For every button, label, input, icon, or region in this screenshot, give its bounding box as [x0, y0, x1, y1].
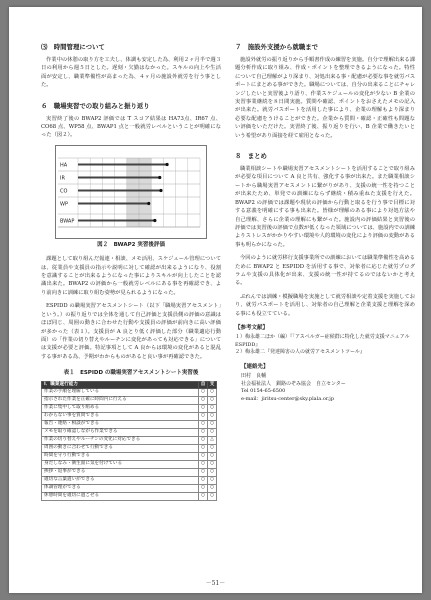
- table-cell-self: ○: [199, 413, 208, 421]
- table-cell-staff: ○: [208, 397, 217, 405]
- category-label: WP: [60, 201, 68, 208]
- table-caption: 表１ ESPIDD の職場実習アセスメントシート実習後: [63, 370, 199, 377]
- figure-caption: 図２ BWAP2 実習後評価: [97, 241, 165, 248]
- table-row: [42, 421, 217, 429]
- table-cell-staff: ○: [208, 429, 217, 437]
- table-cell-staff: ○: [208, 389, 217, 397]
- table-row: [42, 437, 217, 445]
- table-col-self: 自: [199, 381, 208, 389]
- right-column: [235, 43, 415, 403]
- table-cell-staff: △: [208, 437, 217, 445]
- value-point: [153, 219, 156, 222]
- section-8-paragraph-1: 職業相談シートや職場実習アセスメントシートを活用することで取り組みが必要な項目について A 良と共有、強化する事が出来た。また職業相談シートから職場実習アセスメントに繋がりがあり、支援の統一性を持つことが出来たため、単発での訓練にならず継続・積み重ねた支援を行えた。BWAP2 の評価では課題や現状の評価から行動と取るを行う事で目標に対する意義を明確にする事も出来た。皆様が理解のある事により対処方法や自己理解、さらに企業の理解にも繋がった。施設内の評価結果と実習後の評価では実習後の評価で点数が低くなった領域については、施設内での訓練よりストレスがかかりやすい環境や人的環境の変化により評価の変動がある事も明らかになった。: [235, 166, 415, 248]
- section-8-paragraph-3: ぷれんでは訓練・模擬職場を実施として就労相談や定着支援を実施しており、就労パスポートを活用し、対象者の自己理解と企業支援と理解を深める事にも役立てている。: [235, 293, 415, 317]
- table-cell-self: ○: [199, 421, 208, 429]
- reference-item: ２）梅永雄二『発達障害の人の就労アセスメントツール』: [235, 349, 365, 356]
- table-cell-self: ○: [199, 461, 208, 469]
- table-cell-staff: ○: [208, 453, 217, 461]
- table-row: [42, 461, 217, 469]
- references-title: 【参考文献】: [235, 324, 269, 331]
- table-cell-item: 作業に集中して取り組める: [42, 405, 199, 413]
- contact-title: 【連絡先】: [241, 363, 269, 370]
- category-label: HA: [60, 162, 68, 169]
- table-cell-staff: ○: [208, 477, 217, 485]
- table-cell-staff: ○: [208, 405, 217, 413]
- value-point: [158, 176, 161, 179]
- table-cell-item: 周囲の動きに合わせて行動できる: [42, 445, 199, 453]
- section-8-paragraph-2: 今回のように就労移行支援事業所での訓練においては職業準備性を高めるために BWAP2 と ESPIDD を活用する事で、対象者に応じた就労プログラムや支援の具体化が出来、支援の統一性が持てるのではないかと考える。: [235, 255, 415, 287]
- table-cell-self: ○: [199, 485, 208, 493]
- table-cell-staff: ○: [208, 413, 217, 421]
- table-cell-item: 作業の手順を理解している: [42, 389, 199, 397]
- table-cell-item: 適切な言葉遣いができる: [42, 477, 199, 485]
- references: [235, 324, 415, 357]
- section-6-paragraph-1: 実習終了後の BWAP2 評価では T スコア結果は HA73点、IR67 点、CO68 点、WP58 点、BWAP1 点と一般就労レベルということが明確になった（図２）。: [41, 115, 221, 139]
- contact-info: [241, 363, 415, 403]
- section-3-paragraph: 作業中の休憩の取り方を工夫し、体調も安定した為、利用２ヶ月半で週３日の利用から週５日とした。遅刻・欠勤はなかった。スキルの向上や生活面が安定し、職業準備性が高まった為、４ヶ月の施設外就労を行う事とした。: [41, 57, 221, 89]
- contact-phone: Tel 0154-65-6500: [241, 388, 286, 395]
- value-bar: [78, 176, 160, 178]
- table-cell-self: ○: [199, 493, 208, 501]
- contact-name: 田村 良輔: [241, 373, 267, 380]
- table-cell-self: ○: [199, 389, 208, 397]
- table-cell-self: ○: [199, 437, 208, 445]
- table-cell-staff: ○: [208, 461, 217, 469]
- section-6-paragraph-3: ESPIDD の職場実習アセスメントシート（以下「職場実習アセスメント」という。）の振り返りでは全体を通して自己評価と支援員側の評価の意識はほぼ同じ、周囲の動きに合わせた行動や支援員の評価が前向きに高い評価が多かった（表１）。支援員が A 良とり低く評価した部分（職業適応行動面）の「作業の切り替えやルーチンに変化があっても対応できる」については支援が必要と評価。特記事項として A 良からは環境の変化があると混乱する事がある為、予期がわからものがあると良い事が再確認できた。: [41, 303, 221, 360]
- table-cell-self: ○: [199, 405, 208, 413]
- contact-organization: 社会福祉法人 釧路のぞみ協会 自立センター: [241, 380, 346, 387]
- value-bar: [78, 163, 167, 165]
- category-label: BWAP: [60, 218, 75, 225]
- table-cell-item: 挨拶・返事ができる: [42, 469, 199, 477]
- value-point: [165, 163, 168, 166]
- table-row: [42, 493, 217, 501]
- table-row: [42, 413, 217, 421]
- table-cell-item: 指示された作業を正確に時間内に行える: [42, 397, 199, 405]
- table-row: [42, 485, 217, 493]
- table-col-staff: 支: [208, 381, 217, 389]
- table-cell-item: 休憩時間を適切に過ごせる: [42, 493, 199, 501]
- table-cell-self: ○: [199, 453, 208, 461]
- table-row: [42, 469, 217, 477]
- table-cell-staff: ○: [208, 469, 217, 477]
- assessment-table: [41, 381, 217, 502]
- table-header-row: [42, 381, 217, 389]
- table-cell-self: ○: [199, 469, 208, 477]
- table-cell-self: ○: [199, 429, 208, 437]
- table-cell-item: 身だしなみ・衛生面に気を付けている: [42, 461, 199, 469]
- table-cell-item: 作業の切り替えやルーチンの変化に対応できる: [42, 437, 199, 445]
- table-cell-item: わからない事を質問できる: [42, 413, 199, 421]
- table-cell-item: 体調管理ができる: [42, 485, 199, 493]
- value-point: [147, 202, 150, 205]
- table-cell-self: ○: [199, 397, 208, 405]
- table-row: [42, 429, 217, 437]
- page-number: －51－: [205, 580, 226, 587]
- table-cell-staff: ○: [208, 421, 217, 429]
- category-label: IR: [60, 175, 65, 182]
- section-8-title: ８ まとめ: [235, 152, 267, 161]
- value-bar: [78, 219, 155, 221]
- table-cell-staff: ○: [208, 485, 217, 493]
- section-7-paragraph: 施設外就労の振り返りから手順書作成の練習を実施。自分で理解出来る課題分析作成に取り組み、作成・ポイントを整理できるようになった。特性について自己理解がより深まり、対処出来る事・配慮が必要な事を就労パスポートにまとめる事ができた。職場については、自分の出来ることにチャレンジしたいと実習後より語り、作業スケジュールの変化が少ない B 企業の実習事業継続を８日間実施。質問や確認、ポイントをおさえたメモの記入が出来た。就労パスポートを活用した事により、企業の理解もより深まり必要な配慮をうけることができた。企業から質問・確認・正確性も問題ない評価をいただけた。実習終了後、振り返りを行い、B 企業で働きたいという希望があり面接を経て雇用となった。: [235, 57, 415, 139]
- bwap2-chart-svg: [56, 146, 206, 238]
- document-page: [9, 7, 422, 593]
- table-cell-self: ○: [199, 445, 208, 453]
- table-cell-staff: ○: [208, 445, 217, 453]
- value-bar: [78, 189, 161, 191]
- table-row: [42, 389, 217, 397]
- table-row: [42, 477, 217, 485]
- left-column: [41, 43, 221, 501]
- bwap2-chart: [55, 145, 207, 239]
- table-cell-self: ○: [199, 477, 208, 485]
- contact-email: e-mail：jiritsu-center@sky.plala.or.jp: [241, 395, 335, 402]
- section-6-title: ６ 職場実習での取り組みと振り返り: [41, 101, 150, 110]
- section-3-title: ⑶ 時間管理について: [41, 43, 105, 51]
- reference-item: １）梅永雄二ほか（編）『「アスペルガー症候群に特化した就労支援マニュアル ESPIDD』: [235, 334, 410, 348]
- value-bar: [78, 202, 149, 204]
- table-row: [42, 405, 217, 413]
- table-cell-item: 報告・連絡・相談ができる: [42, 421, 199, 429]
- section-7-title: ７ 施設外支援から就職まで: [235, 43, 319, 51]
- table-header-label: Ⅰ．職業遂行能力: [42, 381, 199, 389]
- value-point: [159, 189, 162, 192]
- table-cell-item: 時間を守り行動できる: [42, 453, 199, 461]
- category-label: CO: [60, 188, 68, 195]
- table-row: [42, 397, 217, 405]
- table-cell-staff: ○: [208, 493, 217, 501]
- table-row: [42, 445, 217, 453]
- table-row: [42, 453, 217, 461]
- table-cell-item: メモを取り確認しながら作業できる: [42, 429, 199, 437]
- section-6-paragraph-2: 課題として取り組んだ報連・相談、メモ活用、スケジュール管理については、従業員や支援員の指示や説明に対して確認が出来るようになり、役割を意識することが出来るようになった事によりスキルが向上したことを認識出来た。BWAP2 の評価から一般就労レベルにある事を再確認でき、より前向きに訓練に取り組む姿勢が見られるようになった。: [41, 256, 221, 296]
